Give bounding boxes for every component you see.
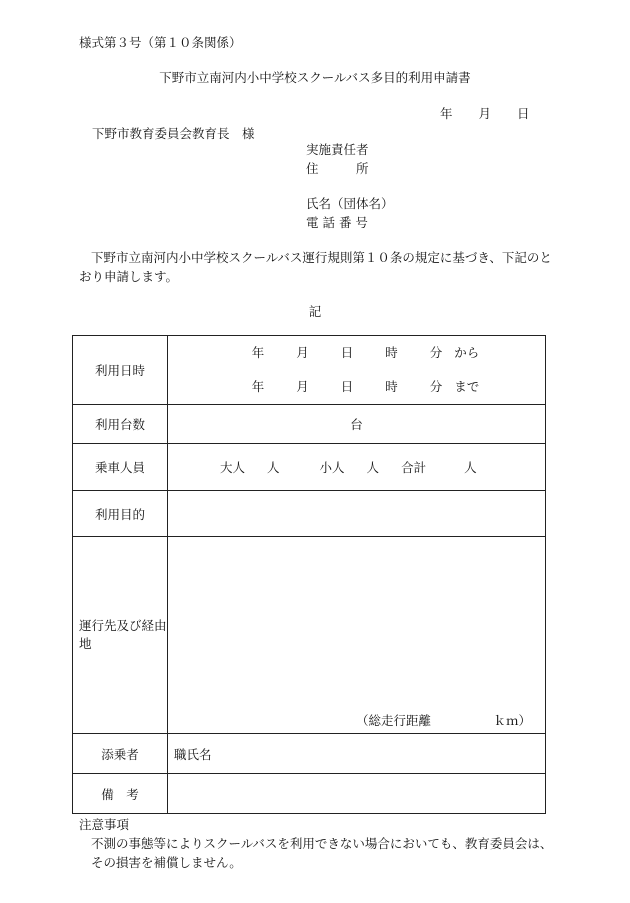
to-suffix: まで <box>454 379 480 394</box>
form-number: 様式第３号（第１０条関係） <box>79 35 242 50</box>
escort-title-name: 職氏名 <box>174 746 212 762</box>
usage-datetime-field[interactable] <box>168 336 546 405</box>
row-route <box>73 537 546 734</box>
vehicle-count-unit: 台 <box>350 417 363 432</box>
purpose-field[interactable] <box>168 491 546 537</box>
passengers-field[interactable] <box>168 444 546 491</box>
to-minute: 分 <box>429 379 443 394</box>
total-label: 合計 <box>401 460 427 475</box>
child-label: 小人 <box>319 460 345 475</box>
row-purpose <box>73 491 546 537</box>
date-year: 年 <box>440 106 453 121</box>
ki-heading: 記 <box>308 304 322 319</box>
purpose-label: 利用目的 <box>73 491 168 537</box>
date-day: 日 <box>517 106 530 121</box>
notes-text: 不測の事態等によりスクールバスを利用できない場合においても、教育委員会は、その損害を補償しません。 <box>91 836 553 870</box>
child-unit: 人 <box>366 460 380 475</box>
notes-heading: 注意事項 <box>79 817 130 832</box>
date-month: 月 <box>478 106 492 121</box>
route-label: 運行先及び経由地 <box>73 537 168 734</box>
applicant-block <box>306 140 394 232</box>
responsible-person-label: 実施責任者 <box>306 142 369 157</box>
address-label: 住 所 <box>306 161 369 176</box>
from-year: 年 <box>251 345 265 360</box>
total-distance: （総走行距離 ｋｍ） <box>355 713 531 728</box>
from-day: 日 <box>340 345 354 360</box>
notes-section <box>79 815 561 872</box>
escort-field[interactable] <box>168 734 546 774</box>
adult-label: 大人 <box>220 460 246 475</box>
route-field[interactable] <box>168 537 546 734</box>
escort-label: 添乗者 <box>73 734 168 774</box>
from-suffix: から <box>454 345 480 360</box>
to-month: 月 <box>296 379 309 394</box>
name-label: 氏名（団体名） <box>306 196 394 211</box>
remarks-field[interactable] <box>168 774 546 814</box>
from-hour: 時 <box>385 345 398 360</box>
total-unit: 人 <box>464 460 477 475</box>
to-day: 日 <box>340 379 354 394</box>
to-year: 年 <box>251 379 265 394</box>
row-passengers <box>73 444 546 491</box>
row-remarks <box>73 774 546 814</box>
row-vehicle-count <box>73 405 546 444</box>
application-date <box>440 104 530 122</box>
phone-label: 電 話 番 号 <box>306 215 368 230</box>
vehicle-count-field[interactable] <box>168 405 546 444</box>
body-text: 下野市立南河内小中学校スクールバス運行規則第１０条の規定に基づき、下記のとおり申請します。 <box>79 250 552 284</box>
from-month: 月 <box>296 345 309 360</box>
vehicle-count-label: 利用台数 <box>73 405 168 444</box>
addressee: 下野市教育委員会教育長 様 <box>92 126 255 141</box>
adult-unit: 人 <box>267 460 280 475</box>
document-title: 下野市立南河内小中学校スクールバス多目的利用申請書 <box>159 70 471 85</box>
application-form-table <box>72 335 546 814</box>
passengers-label: 乗車人員 <box>73 444 168 491</box>
row-escort <box>73 734 546 774</box>
to-hour: 時 <box>385 379 398 394</box>
usage-datetime-label: 利用日時 <box>73 336 168 405</box>
from-minute: 分 <box>429 345 443 360</box>
row-usage-datetime <box>73 336 546 405</box>
remarks-label: 備 考 <box>73 774 168 814</box>
